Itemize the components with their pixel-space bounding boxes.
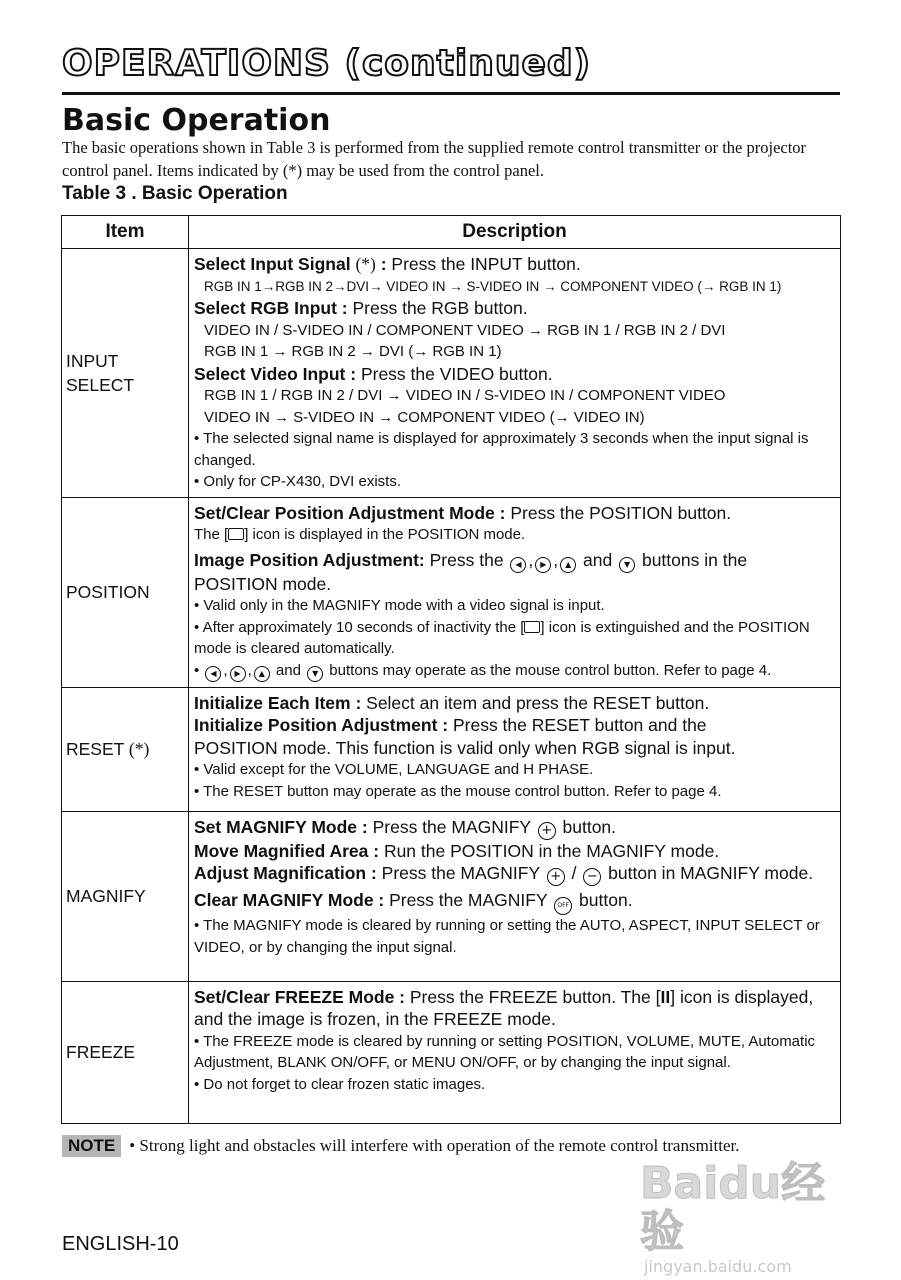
bullet-note: • The RESET button may operate as the mouse control button. Refer to page 4.: [194, 782, 722, 800]
left-arrow-button-icon: ◀: [510, 557, 526, 573]
text-fragment: ] icon is displayed in the POSITION mode.: [244, 526, 526, 543]
column-header-description: Description: [189, 216, 841, 249]
text-fragment: Run the POSITION in the MAGNIFY mode.: [379, 840, 720, 861]
label-set-clear-freeze: Set/Clear FREEZE Mode :: [194, 986, 406, 1007]
intro-paragraph: The basic operations shown in Table 3 is performed from the supplied remote control transmitter or the projector control panel. Items indicated by (*) may be used from the control panel.: [62, 138, 807, 180]
text-fragment: /: [566, 863, 582, 883]
right-arrow-button-icon: ▶: [230, 666, 246, 682]
text-video-button: Press the VIDEO button.: [356, 363, 553, 384]
text-fragment: Press the MAGNIFY: [367, 816, 536, 837]
text-fragment: Press the MAGNIFY: [384, 890, 553, 910]
label-initialize-each-item: Initialize Each Item :: [194, 692, 362, 713]
bullet-note: • Only for CP-X430, DVI exists.: [194, 473, 401, 490]
basic-operation-table: [61, 215, 841, 1124]
control-panel-mark: (*): [355, 254, 376, 274]
left-arrow-button-icon: ◀: [205, 666, 221, 682]
note-text: • Strong light and obstacles will interfere with operation of the remote control transmitter.: [129, 1136, 740, 1155]
pause-icon: II: [660, 986, 671, 1007]
video-sequence-1: RGB IN 1 / RGB IN 2 / DVI → VIDEO IN / S-VIDEO IN / COMPONENT VIDEO: [204, 387, 726, 404]
up-arrow-button-icon: ▲: [254, 666, 270, 682]
table-row-position: [62, 497, 841, 687]
text-fragment: The [: [194, 526, 229, 543]
text-position-button: Press the POSITION button.: [505, 502, 732, 523]
text-fragment: buttons may operate as the mouse control button. Refer to page 4.: [325, 661, 772, 679]
page-title: OPERATIONS (continued): [62, 43, 592, 84]
label-initialize-position: Initialize Position Adjustment :: [194, 715, 449, 735]
table-row-magnify: [62, 811, 841, 981]
text-position-reset: POSITION mode. This function is valid only when RGB signal is input.: [194, 737, 736, 758]
input-sequence: RGB IN 1→RGB IN 2→DVI→ VIDEO IN → S-VIDEO IN → COMPONENT VIDEO (→ RGB IN 1): [204, 278, 782, 294]
control-panel-mark: (*): [128, 739, 150, 759]
watermark-brand: Baidu经验: [640, 1158, 826, 1257]
label-select-input-signal: Select Input Signal: [194, 254, 351, 274]
item-reset: [62, 687, 189, 811]
label-select-rgb-input: Select RGB Input :: [194, 298, 348, 318]
item-label: RESET: [66, 739, 129, 759]
rgb-sequence-2: RGB IN 1 → RGB IN 2 → DVI (→ RGB IN 1): [204, 343, 502, 360]
text-fragment: ] icon is displayed, and the image is frozen, in the FREEZE mode.: [194, 986, 814, 1029]
text-fragment: Select an item and press the RESET button.: [361, 692, 710, 713]
item-magnify: MAGNIFY: [62, 811, 189, 981]
text-fragment: Press the FREEZE button. The [: [405, 986, 661, 1007]
magnify-minus-icon: −: [583, 868, 601, 886]
position-mode-icon: [524, 621, 540, 633]
label-move-magnified-area: Move Magnified Area :: [194, 840, 380, 861]
label-adjust-magnification: Adjust Magnification :: [194, 863, 377, 883]
page-header: [62, 38, 840, 95]
description-freeze: [189, 981, 841, 1123]
table-row-freeze: [62, 981, 841, 1123]
bullet-note: • Valid except for the VOLUME, LANGUAGE and H PHASE.: [194, 761, 594, 778]
up-arrow-button-icon: ▲: [560, 557, 576, 573]
text-fragment: ] icon is extinguished and the POSITION mode is cleared automatically.: [194, 618, 810, 657]
rgb-sequence-1: VIDEO IN / S-VIDEO IN / COMPONENT VIDEO → RGB IN 1 / RGB IN 2 / DVI: [204, 321, 726, 339]
text-fragment: button.: [574, 890, 633, 910]
table-header-row: [62, 216, 841, 249]
right-arrow-button-icon: ▶: [535, 557, 551, 573]
item-position: POSITION: [62, 497, 189, 687]
table-row-reset: [62, 687, 841, 811]
text-fragment: and: [271, 661, 306, 679]
label-image-position-adjustment: Image Position Adjustment:: [194, 549, 425, 570]
description-magnify: [189, 811, 841, 981]
text-input-button: Press the INPUT button.: [386, 254, 581, 274]
text-fragment: Press the: [424, 549, 509, 570]
magnify-plus-icon: +: [538, 822, 556, 840]
text-fragment: •: [194, 661, 204, 679]
description-reset: [189, 687, 841, 811]
bullet-note: • Valid only in the MAGNIFY mode with a video signal is input.: [194, 597, 605, 614]
baidu-watermark: [640, 1158, 850, 1276]
watermark-url: jingyan.baidu.com: [644, 1257, 792, 1276]
label-colon: :: [375, 254, 387, 274]
table-row-input-select: [62, 249, 841, 498]
text-fragment: Press the MAGNIFY: [376, 863, 545, 883]
label-select-video-input: Select Video Input :: [194, 363, 357, 384]
header-rule: [62, 92, 840, 95]
text-fragment: and: [578, 549, 618, 570]
text-fragment: buttons in the: [637, 549, 748, 570]
video-sequence-2: VIDEO IN → S-VIDEO IN → COMPONENT VIDEO (→ VIDEO IN): [204, 408, 645, 426]
text-fragment: button in MAGNIFY mode.: [603, 863, 814, 883]
label-set-magnify: Set MAGNIFY Mode :: [194, 816, 368, 837]
down-arrow-button-icon: ▼: [619, 557, 635, 573]
item-label-line: INPUT: [66, 350, 119, 371]
label-clear-magnify: Clear MAGNIFY Mode :: [194, 890, 385, 910]
bullet-note: • The selected signal name is displayed for approximately 3 seconds when the input signal is changed.: [194, 430, 809, 469]
description-position: Set/Clear Position Adjustment Mode : Press the POSITION button. The [ ] icon is displayed in the POSITION mode. Image Position Adjustment: Press the ◀ , ▶ , ▲ and ▼ buttons in the POSITION mode. • Valid only in the MAGNIFY mode with a video signal is input. • After approximately 10 seconds of inactivity the [ ] icon is extinguished and the POSITION mode is cleared automatically. • ◀ , ▶ , ▲ and ▼ buttons may operate as the mouse control button. Refer to page 4.: [189, 497, 841, 687]
item-input-select: [62, 249, 189, 498]
text-fragment: • After approximately 10 seconds of inactivity the [: [194, 618, 525, 636]
column-header-item: Item: [62, 216, 189, 249]
item-label-line: SELECT: [66, 374, 135, 395]
bullet-note: • The MAGNIFY mode is cleared by running or setting the AUTO, ASPECT, INPUT SELECT or VIDEO, or by changing the input signal.: [194, 917, 820, 956]
text-fragment: button.: [557, 816, 617, 837]
item-freeze: FREEZE: [62, 981, 189, 1123]
position-mode-icon: [228, 528, 244, 540]
note-block: [62, 1134, 852, 1158]
magnify-plus-icon: +: [547, 868, 565, 886]
table-caption: Table 3 . Basic Operation: [62, 183, 288, 204]
note-badge: NOTE: [62, 1135, 121, 1157]
bullet-note: • Do not forget to clear frozen static images.: [194, 1075, 486, 1093]
text-rgb-button: Press the RGB button.: [347, 298, 528, 318]
description-input-select: [189, 249, 841, 498]
page-number: ENGLISH-10: [62, 1233, 179, 1255]
down-arrow-button-icon: ▼: [307, 666, 323, 682]
bullet-note: • The FREEZE mode is cleared by running or setting POSITION, VOLUME, MUTE, Automatic Adjustment, BLANK ON/OFF, or MENU ON/OFF, or by changing the input signal.: [194, 1032, 816, 1071]
magnify-off-icon: OFF: [554, 897, 572, 915]
text-fragment: Press the RESET button and the: [448, 715, 707, 735]
label-position-mode: Set/Clear Position Adjustment Mode :: [194, 502, 506, 523]
section-title: Basic Operation: [62, 103, 331, 138]
text-position-mode: POSITION mode.: [194, 573, 332, 594]
